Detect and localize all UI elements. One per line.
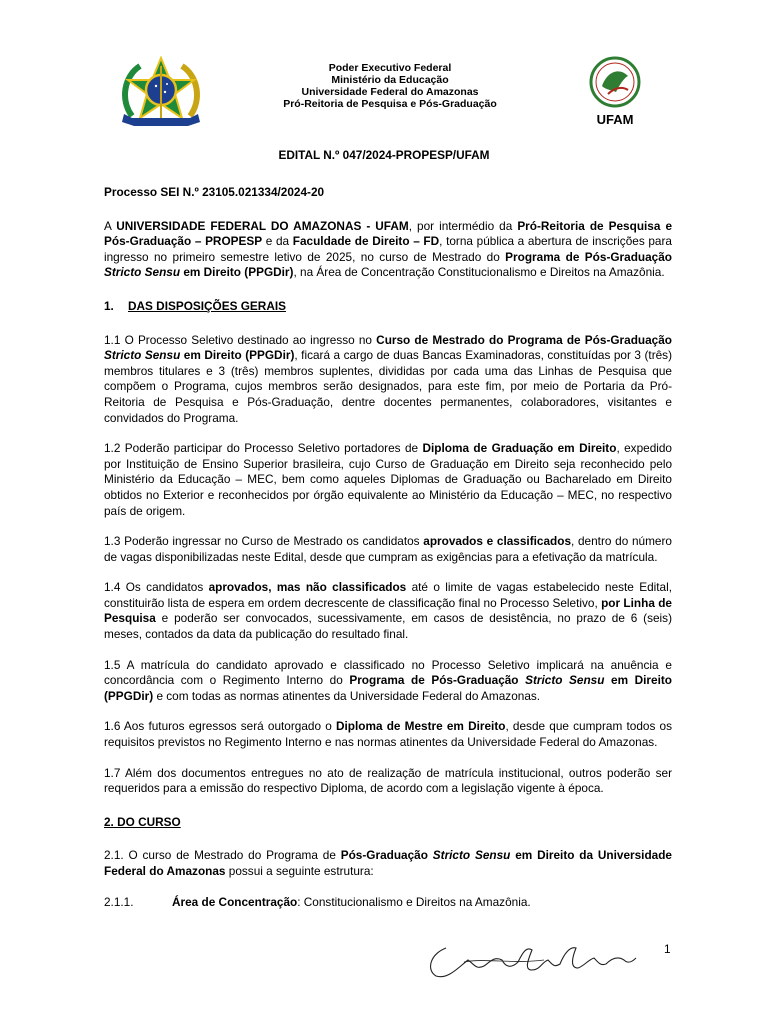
intro-paragraph: A UNIVERSIDADE FEDERAL DO AMAZONAS - UFAM, por intermédio da Pró-Reitoria de Pesquisa e Pós-Graduação – PROPESP e da Faculdade de Direito – FD, torna pública a abertura de inscrições para ingresso no primeiro semestre letivo de 2025, no curso de Mestrado do Programa de Pós-Graduação Stricto Sensu em Direito (PPGDir), na Área de Concentração Constitucionalismo e Direitos na Amazônia. <box>104 218 673 280</box>
section-2-heading: 2. DO CURSO <box>104 814 181 829</box>
paragraph-1-1: 1.1 O Processo Seletivo destinado ao ingresso no Curso de Mestrado do Programa de Pós-Graduação Stricto Sensu em Direito (PPGDir), ficará a cargo de duas Bancas Examinadoras, constituídas por 3 (três) membros titulares e 3 (três) membros suplentes, divididas por cada uma das Linhas de Pesquisa que compõem o Programa, cujos membros serão designados, para este fim, por meio de Portaria da Pró-Reitoria de Pesquisa e Pós-Graduação, dentre docentes permanentes, colaboradores, visitantes e convidados do Programa. <box>104 332 673 425</box>
paragraph-2-1-1: 2.1.1. Área de Concentração: Constitucionalismo e Direitos na Amazônia. <box>104 894 531 909</box>
paragraph-2-1: 2.1. O curso de Mestrado do Programa de Pós-Graduação Stricto Sensu em Direito da Universidade Federal do Amazonas possui a seguinte estrutura: <box>104 848 672 878</box>
header-line-propesp: Pró-Reitoria de Pesquisa e Pós-Graduação <box>283 98 497 110</box>
signature-image <box>424 940 640 982</box>
section-1-heading: 1. DAS DISPOSIÇÕES GERAIS <box>104 298 286 313</box>
paragraph-1-7: 1.7 Além dos documentos entregues no ato de realização de matrícula institucional, outros poderão ser requeridos para a emissão do respectivo Diploma, de acordo com a legislação vigente à época. <box>104 765 672 796</box>
brazil-coat-of-arms-icon <box>118 56 204 132</box>
paragraph-1-3: 1.3 Poderão ingressar no Curso de Mestrado os candidatos aprovados e classificados, dentro do número de vagas disponibilizadas neste Edital, desde que cumpram as exigências para a efetivação da matrícula. <box>104 534 672 564</box>
paragraph-1-5: 1.5 A matrícula do candidato aprovado e classificado no Processo Seletivo implicará na anuência e concordância com o Regimento Interno do Programa de Pós-Graduação Stricto Sensu em Direito (PPGDir) e com todas as normas atinentes da Universidade Federal do Amazonas. <box>104 657 672 703</box>
ufam-logo-text: UFAM <box>596 112 634 127</box>
header-line-university: Universidade Federal do Amazonas <box>301 86 479 98</box>
header-line-ministry: Ministério da Educação <box>331 74 449 86</box>
document-body <box>104 185 672 910</box>
edital-title: EDITAL N.º 047/2024-PROPESP/UFAM <box>278 148 490 162</box>
page-number: 1 <box>664 942 671 956</box>
paragraph-1-2: 1.2 Poderão participar do Processo Seletivo portadores de Diploma de Graduação em Direito, expedido por Instituição de Ensino Superior brasileira, cujo Curso de Graduação em Direito seja reconhecido pelo Ministério da Educação – MEC, bem como aqueles Diplomas de Graduação ou Bacharelado em Direito obtidos no Exterior e reconhecidos por órgão equivalente ao Ministério da Educação – MEC, no respectivo país de origem. <box>104 441 672 518</box>
institution-header <box>240 62 540 110</box>
processo-sei: Processo SEI N.º 23105.021334/2024-20 <box>104 185 325 199</box>
paragraph-1-6: 1.6 Aos futuros egressos será outorgado o Diploma de Mestre em Direito, desde que cumpram todos os requisitos previstos no Regimento Interno e nas normas atinentes da Universidade Federal do Amazonas. <box>104 719 672 750</box>
paragraph-1-4: 1.4 Os candidatos aprovados, mas não classificados até o limite de vagas estabelecido neste Edital, constituirão lista de espera em ordem decrescente de classificação final no Processo Seletivo, por Linha de Pesquisa e poderão ser convocados, sucessivamente, em casos de desistência, no prazo de 6 (seis) meses, contados da data da publicação do resultado final. <box>104 580 673 642</box>
header-line-executive: Poder Executivo Federal <box>328 62 452 74</box>
ufam-logo-icon <box>580 56 650 128</box>
